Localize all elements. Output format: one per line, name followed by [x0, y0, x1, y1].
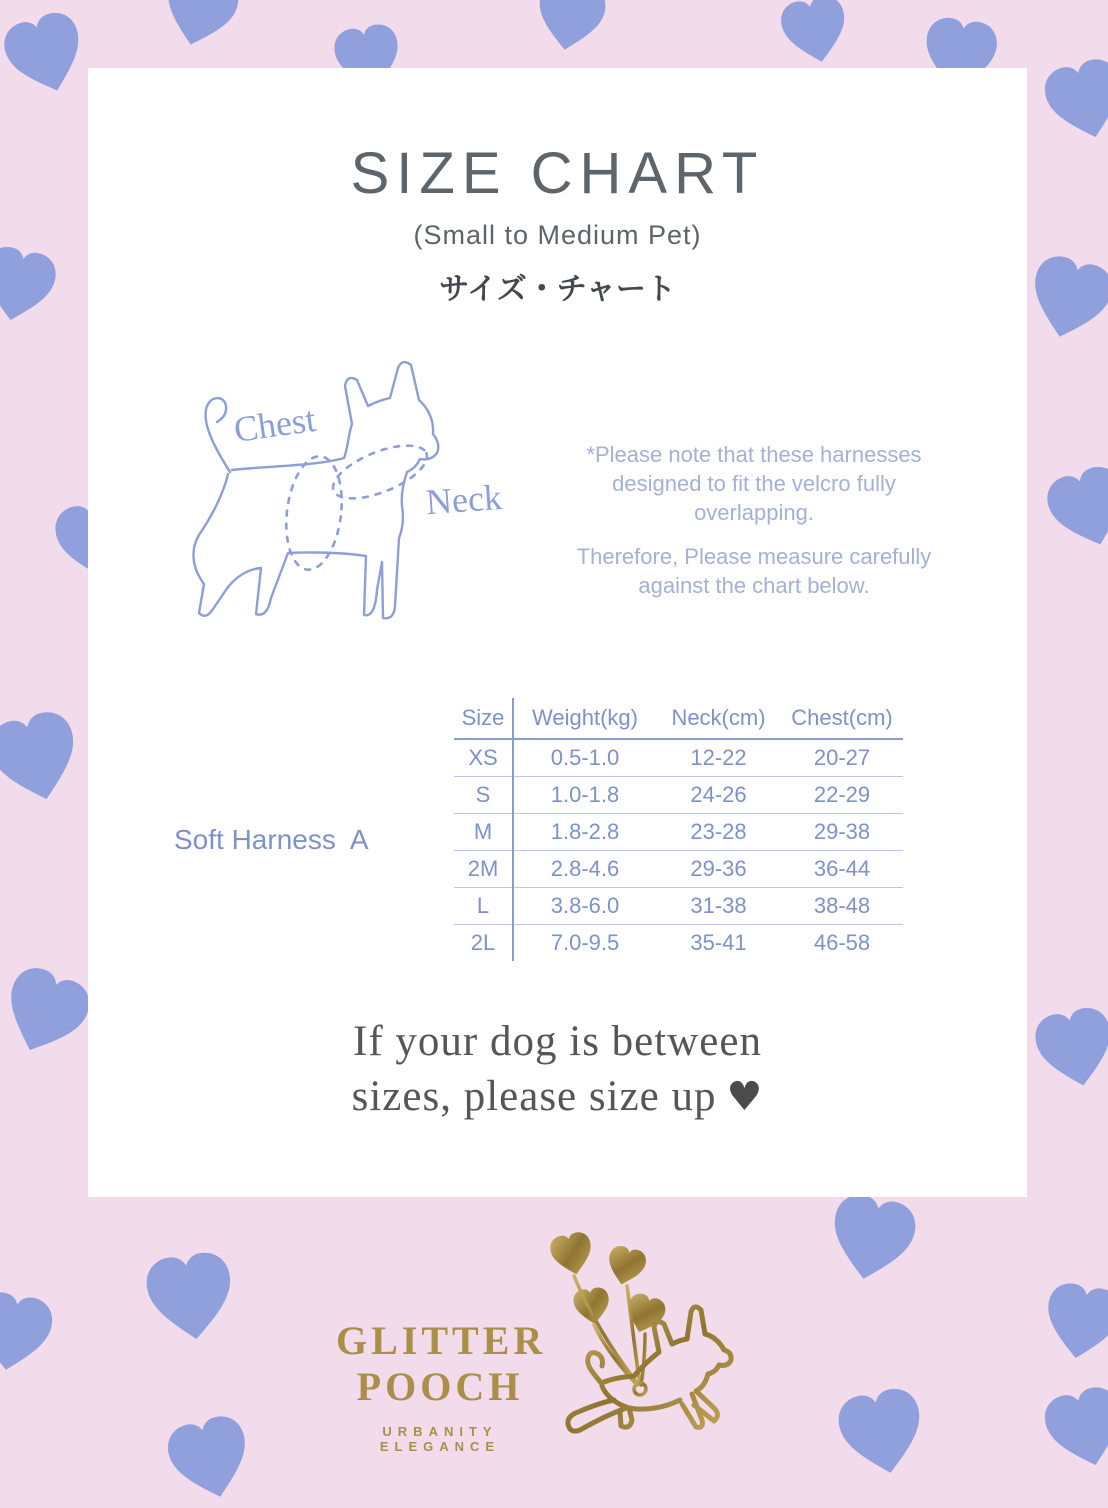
size-table-header-row [454, 698, 903, 739]
size-table-row [454, 777, 903, 814]
heart-balloons-icon [548, 1230, 668, 1338]
size-table-cell: 2M [454, 851, 513, 888]
size-table-cell: 31-38 [656, 888, 781, 925]
dog-measurement-diagram [168, 356, 532, 660]
neck-label: Neck [424, 476, 504, 523]
size-table-cell: 23-28 [656, 814, 781, 851]
size-table-row [454, 925, 903, 962]
neck-measure-line [326, 435, 434, 510]
dog-outline [193, 362, 438, 618]
note-line-1: *Please note that these harnesses designed to fit the velcro fully overlapping. [586, 442, 922, 526]
logo-wordmark [336, 1318, 547, 1454]
column-header-weight: Weight(kg) [513, 698, 656, 739]
size-table-row [454, 739, 903, 777]
heart-icon: ♥ [726, 1074, 764, 1121]
heart-icon [1034, 51, 1108, 149]
page-title: SIZE CHART [350, 141, 765, 206]
logo-name-line-2: POOCH [356, 1364, 524, 1409]
heart-icon [773, 0, 857, 70]
advice-line-1: If your dog is between [353, 1018, 762, 1065]
heart-icon [828, 1381, 936, 1483]
size-table-cell: L [454, 888, 513, 925]
size-table-cell: M [454, 814, 513, 851]
chest-measure-line [280, 453, 347, 573]
product-name-label: Soft Harness A [174, 824, 369, 855]
size-table-cell: 1.8-2.8 [513, 814, 656, 851]
heart-icon [1025, 1001, 1108, 1095]
page-subtitle-japanese: サイズ・チャート [439, 273, 676, 306]
size-table-cell: 46-58 [813, 930, 871, 955]
size-table-cell: 2.8-4.6 [513, 851, 656, 888]
size-table-cell: S [454, 777, 513, 814]
note-line-2: Therefore, Please measure carefully against the chart below. [576, 544, 932, 599]
size-table-cell: 35-41 [690, 930, 747, 955]
logo-name-line-1: GLITTER [336, 1318, 547, 1363]
size-table-cell: 3.8-6.0 [513, 888, 656, 925]
chest-label: Chest [231, 398, 319, 450]
heart-icon [0, 241, 65, 330]
size-table-cell: 38-48 [781, 888, 903, 925]
sizing-advice-note [88, 1014, 1027, 1124]
column-header-chest: Chest(cm) [781, 698, 903, 739]
size-table-cell: 29-38 [781, 814, 903, 851]
size-table-row [454, 888, 903, 925]
heart-icon [0, 957, 102, 1067]
size-chart-card [88, 68, 1027, 1197]
size-table-cell: 22-29 [781, 777, 903, 814]
heart-icon [152, 0, 248, 56]
size-table-cell: 2L [454, 925, 513, 962]
advice-line-2: sizes, please size up [351, 1073, 717, 1121]
heart-icon [818, 1187, 926, 1289]
glitter-pooch-logo [336, 1222, 786, 1472]
size-table-cell: 36-44 [781, 851, 903, 888]
size-table-cell: 7.0-9.5 [550, 930, 620, 955]
size-table-row [454, 851, 903, 888]
size-table-cell: 1.0-1.8 [513, 777, 656, 814]
page-subtitle: (Small to Medium Pet) [413, 220, 702, 250]
heart-icon [1034, 1379, 1108, 1477]
size-table [454, 698, 903, 961]
column-header-neck: Neck(cm) [656, 698, 781, 739]
heart-icon [157, 1408, 263, 1508]
logo-dog-with-heart-balloons-icon [544, 1224, 759, 1464]
size-table-cell: 29-36 [656, 851, 781, 888]
heart-icon [0, 4, 98, 105]
size-table-cell: 24-26 [656, 777, 781, 814]
heart-icon [0, 703, 92, 812]
size-table-row [454, 814, 903, 851]
heart-icon [527, 0, 613, 56]
size-table-cell: 0.5-1.0 [513, 739, 656, 777]
size-table-cell: XS [454, 739, 513, 777]
heart-icon [1017, 248, 1108, 349]
size-table-cell: 20-27 [781, 739, 903, 777]
size-table-cell: 12-22 [656, 739, 781, 777]
heart-icon [1035, 1278, 1108, 1367]
heart-icon [1035, 458, 1108, 559]
heart-icon [0, 1286, 61, 1378]
heart-icon [137, 1247, 243, 1347]
column-header-size: Size [454, 698, 513, 739]
logo-tagline: URBANITY ELEGANCE [379, 1424, 501, 1454]
measurement-note [558, 440, 950, 615]
